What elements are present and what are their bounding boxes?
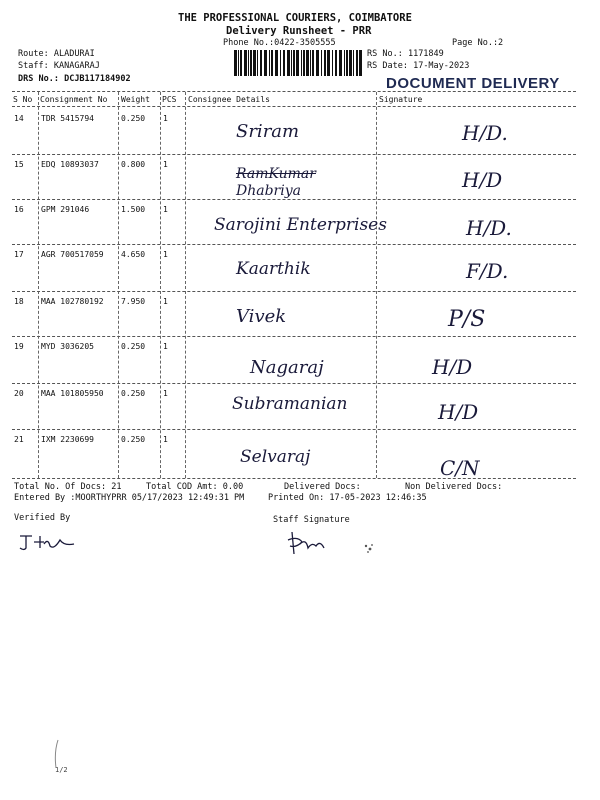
row-separator bbox=[12, 291, 576, 292]
verifier-signature bbox=[18, 530, 88, 554]
row-sno: 20 bbox=[14, 389, 24, 398]
row-weight: 4.650 bbox=[121, 250, 146, 259]
row-consignment-no: MAA 102780192 bbox=[41, 297, 104, 306]
row-weight: 0.250 bbox=[121, 389, 146, 398]
page-corner-number: 1/2 bbox=[55, 766, 68, 774]
col-weight: Weight bbox=[121, 95, 150, 104]
company-name: THE PROFESSIONAL COURIERS, COIMBATORE bbox=[178, 12, 412, 24]
entered-by: Entered By :MOORTHYPRR 05/17/2023 12:49:31 PM bbox=[14, 493, 245, 503]
row-sno: 17 bbox=[14, 250, 24, 259]
row-pcs: 1 bbox=[163, 114, 168, 123]
row-consignee-handwritten: Sriram bbox=[236, 121, 300, 142]
row-pcs: 1 bbox=[163, 160, 168, 169]
row-consignment-no: AGR 700517059 bbox=[41, 250, 104, 259]
row-weight: 7.950 bbox=[121, 297, 146, 306]
drs-label: DRS No.: bbox=[18, 74, 59, 84]
drs-value: DCJB117184902 bbox=[64, 74, 131, 84]
row-pcs: 1 bbox=[163, 205, 168, 214]
rs-number-value: 1171849 bbox=[407, 49, 444, 59]
col-pcs: PCS bbox=[162, 95, 177, 104]
row-weight: 0.250 bbox=[121, 435, 146, 444]
row-separator bbox=[12, 336, 576, 337]
staff-value: KANAGARAJ bbox=[53, 61, 100, 71]
row-separator bbox=[12, 244, 576, 245]
row-separator bbox=[12, 154, 576, 155]
non-delivered-docs: Non Delivered Docs: bbox=[405, 482, 503, 492]
row-separator bbox=[12, 383, 576, 384]
total-docs: Total No. Of Docs: 21 bbox=[14, 482, 122, 492]
row-sno: 21 bbox=[14, 435, 24, 444]
rs-date-value: 17-May-2023 bbox=[413, 61, 470, 71]
col-sno: S No bbox=[13, 95, 33, 104]
rs-date-label: RS Date: bbox=[367, 61, 408, 71]
total-cod: Total COD Amt: 0.00 bbox=[146, 482, 244, 492]
page-number: Page No.:2 bbox=[452, 38, 504, 48]
col-signature: Signature bbox=[379, 95, 423, 104]
table-bottom-rule bbox=[12, 478, 576, 479]
verified-by-label: Verified By bbox=[14, 513, 71, 523]
row-weight: 0.800 bbox=[121, 160, 146, 169]
row-pcs: 1 bbox=[163, 342, 168, 351]
row-sno: 16 bbox=[14, 205, 24, 214]
row-signature: H/D. bbox=[466, 216, 512, 240]
row-signature: H/D bbox=[462, 168, 503, 192]
staff-signature-label: Staff Signature bbox=[273, 515, 350, 525]
rs-number-label: RS No.: bbox=[367, 49, 403, 59]
row-separator bbox=[12, 199, 576, 200]
staff-label: Staff: bbox=[18, 61, 49, 71]
row-consignee-handwritten: Subramanian bbox=[232, 394, 348, 414]
row-consignment-no: MYD 3036205 bbox=[41, 342, 94, 351]
row-pcs: 1 bbox=[163, 250, 168, 259]
row-weight: 0.250 bbox=[121, 114, 146, 123]
row-separator bbox=[12, 429, 576, 430]
row-consignee-handwritten: Sarojini Enterprises bbox=[214, 215, 387, 235]
row-sno: 14 bbox=[14, 114, 24, 123]
row-sno: 19 bbox=[14, 342, 24, 351]
row-signature: H/D bbox=[432, 355, 473, 379]
row-consignment-no: IXM 2230699 bbox=[41, 435, 94, 444]
row-signature: F/D. bbox=[466, 259, 509, 283]
row-consignment-no: EDQ 10893037 bbox=[41, 160, 99, 169]
col-consignment: Consignment No bbox=[40, 95, 108, 104]
sheet-title: Delivery Runsheet - PRR bbox=[226, 25, 372, 37]
phone-number: Phone No.:0422-3505555 bbox=[223, 38, 336, 48]
row-pcs: 1 bbox=[163, 435, 168, 444]
printed-on: Printed On: 17-05-2023 12:46:35 bbox=[268, 493, 427, 503]
col-consignee: Consignee Details bbox=[188, 95, 270, 104]
row-weight: 1.500 bbox=[121, 205, 146, 214]
row-consignee-handwritten: Nagaraj bbox=[250, 357, 324, 378]
staff-signature bbox=[286, 528, 336, 558]
row-consignment-no: MAA 101805950 bbox=[41, 389, 104, 398]
row-signature: H/D bbox=[438, 400, 479, 424]
row-signature: H/D. bbox=[462, 121, 508, 145]
document-delivery-stamp: DOCUMENT DELIVERY bbox=[386, 75, 560, 92]
row-consignment-no: GPM 291046 bbox=[41, 205, 90, 214]
row-consignee-handwritten: Kaarthik bbox=[236, 259, 311, 279]
row-consignee-handwritten: Vivek bbox=[236, 306, 287, 327]
row-sno: 15 bbox=[14, 160, 24, 169]
row-consignee-handwritten: Selvaraj bbox=[240, 447, 311, 467]
row-consignee-struck: RamKumar bbox=[236, 166, 316, 182]
row-pcs: 1 bbox=[163, 297, 168, 306]
row-weight: 0.250 bbox=[121, 342, 146, 351]
route-label: Route: bbox=[18, 49, 49, 59]
row-consignee-handwritten: Dhabriya bbox=[236, 183, 301, 199]
ink-smudge bbox=[362, 540, 376, 554]
row-consignment-no: TDR 5415794 bbox=[41, 114, 94, 123]
route-value: ALADURAI bbox=[53, 49, 95, 59]
row-sno: 18 bbox=[14, 297, 24, 306]
row-pcs: 1 bbox=[163, 389, 168, 398]
row-signature: C/N bbox=[440, 456, 480, 480]
row-signature: P/S bbox=[448, 307, 486, 332]
delivered-docs: Delivered Docs: bbox=[284, 482, 361, 492]
